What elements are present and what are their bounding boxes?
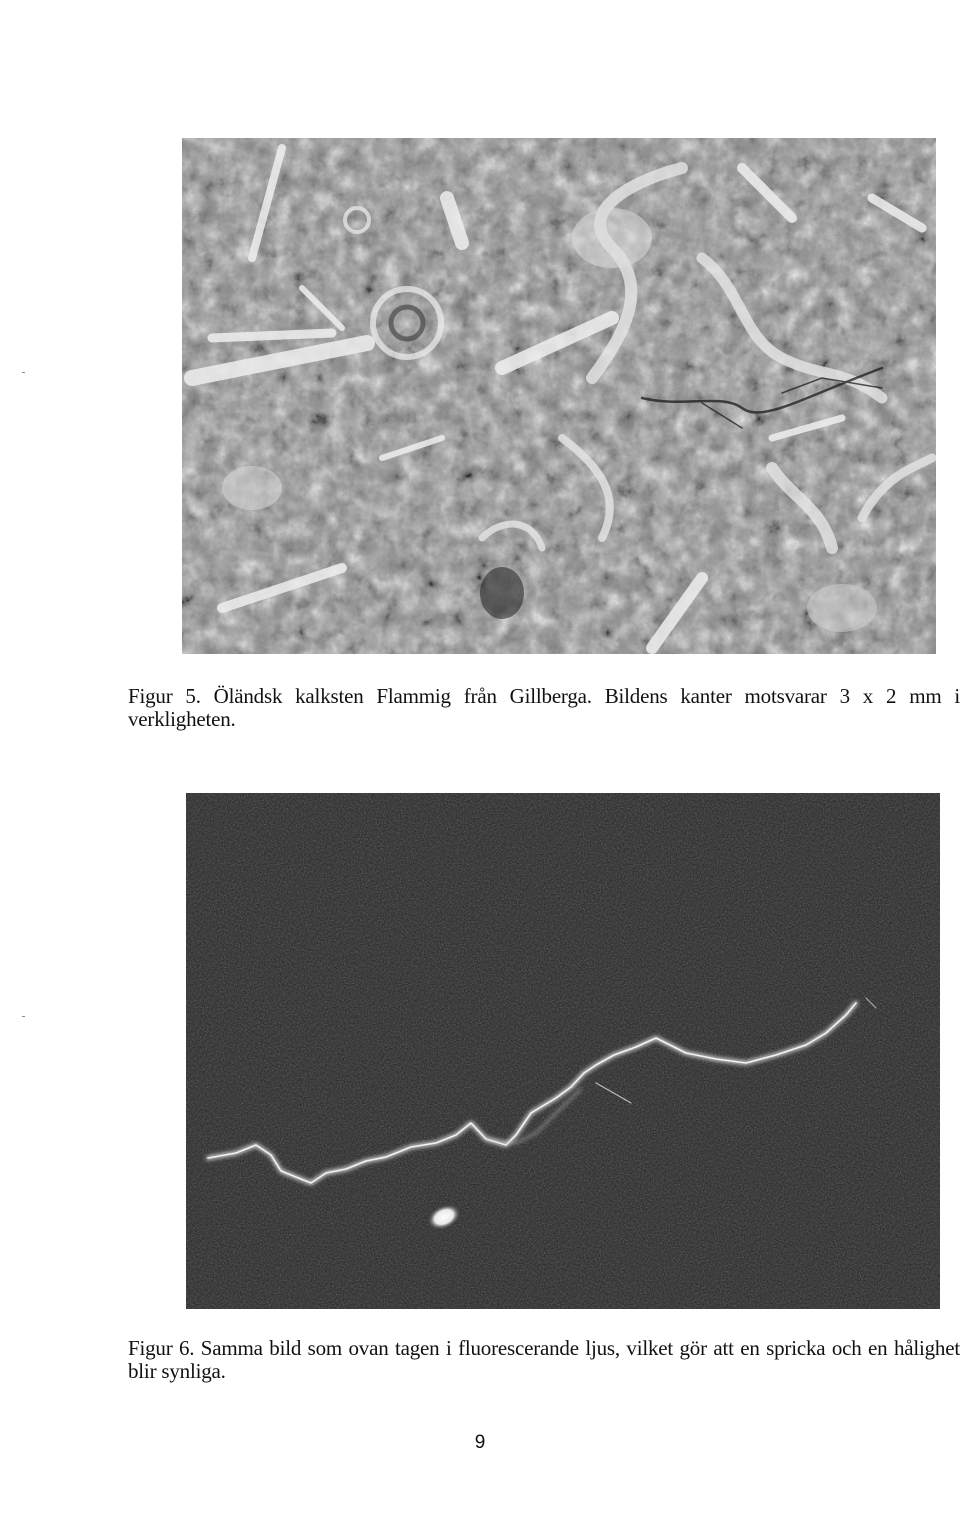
- fluorescent-image: [186, 793, 940, 1309]
- figure-5-caption: Figur 5. Öländsk kalksten Flammig från Gillberga. Bildens kanter motsvarar 3 x 2 mm i verkligheten.: [128, 684, 960, 731]
- figure-6-caption: Figur 6. Samma bild som ovan tagen i fluorescerande ljus, vilket gör att en spricka och en hålighet blir synliga.: [128, 1336, 960, 1383]
- limestone-micrograph-image: [182, 138, 936, 654]
- scan-mark: [22, 1016, 25, 1017]
- page-number: 9: [474, 1432, 486, 1453]
- scan-mark: [22, 372, 25, 373]
